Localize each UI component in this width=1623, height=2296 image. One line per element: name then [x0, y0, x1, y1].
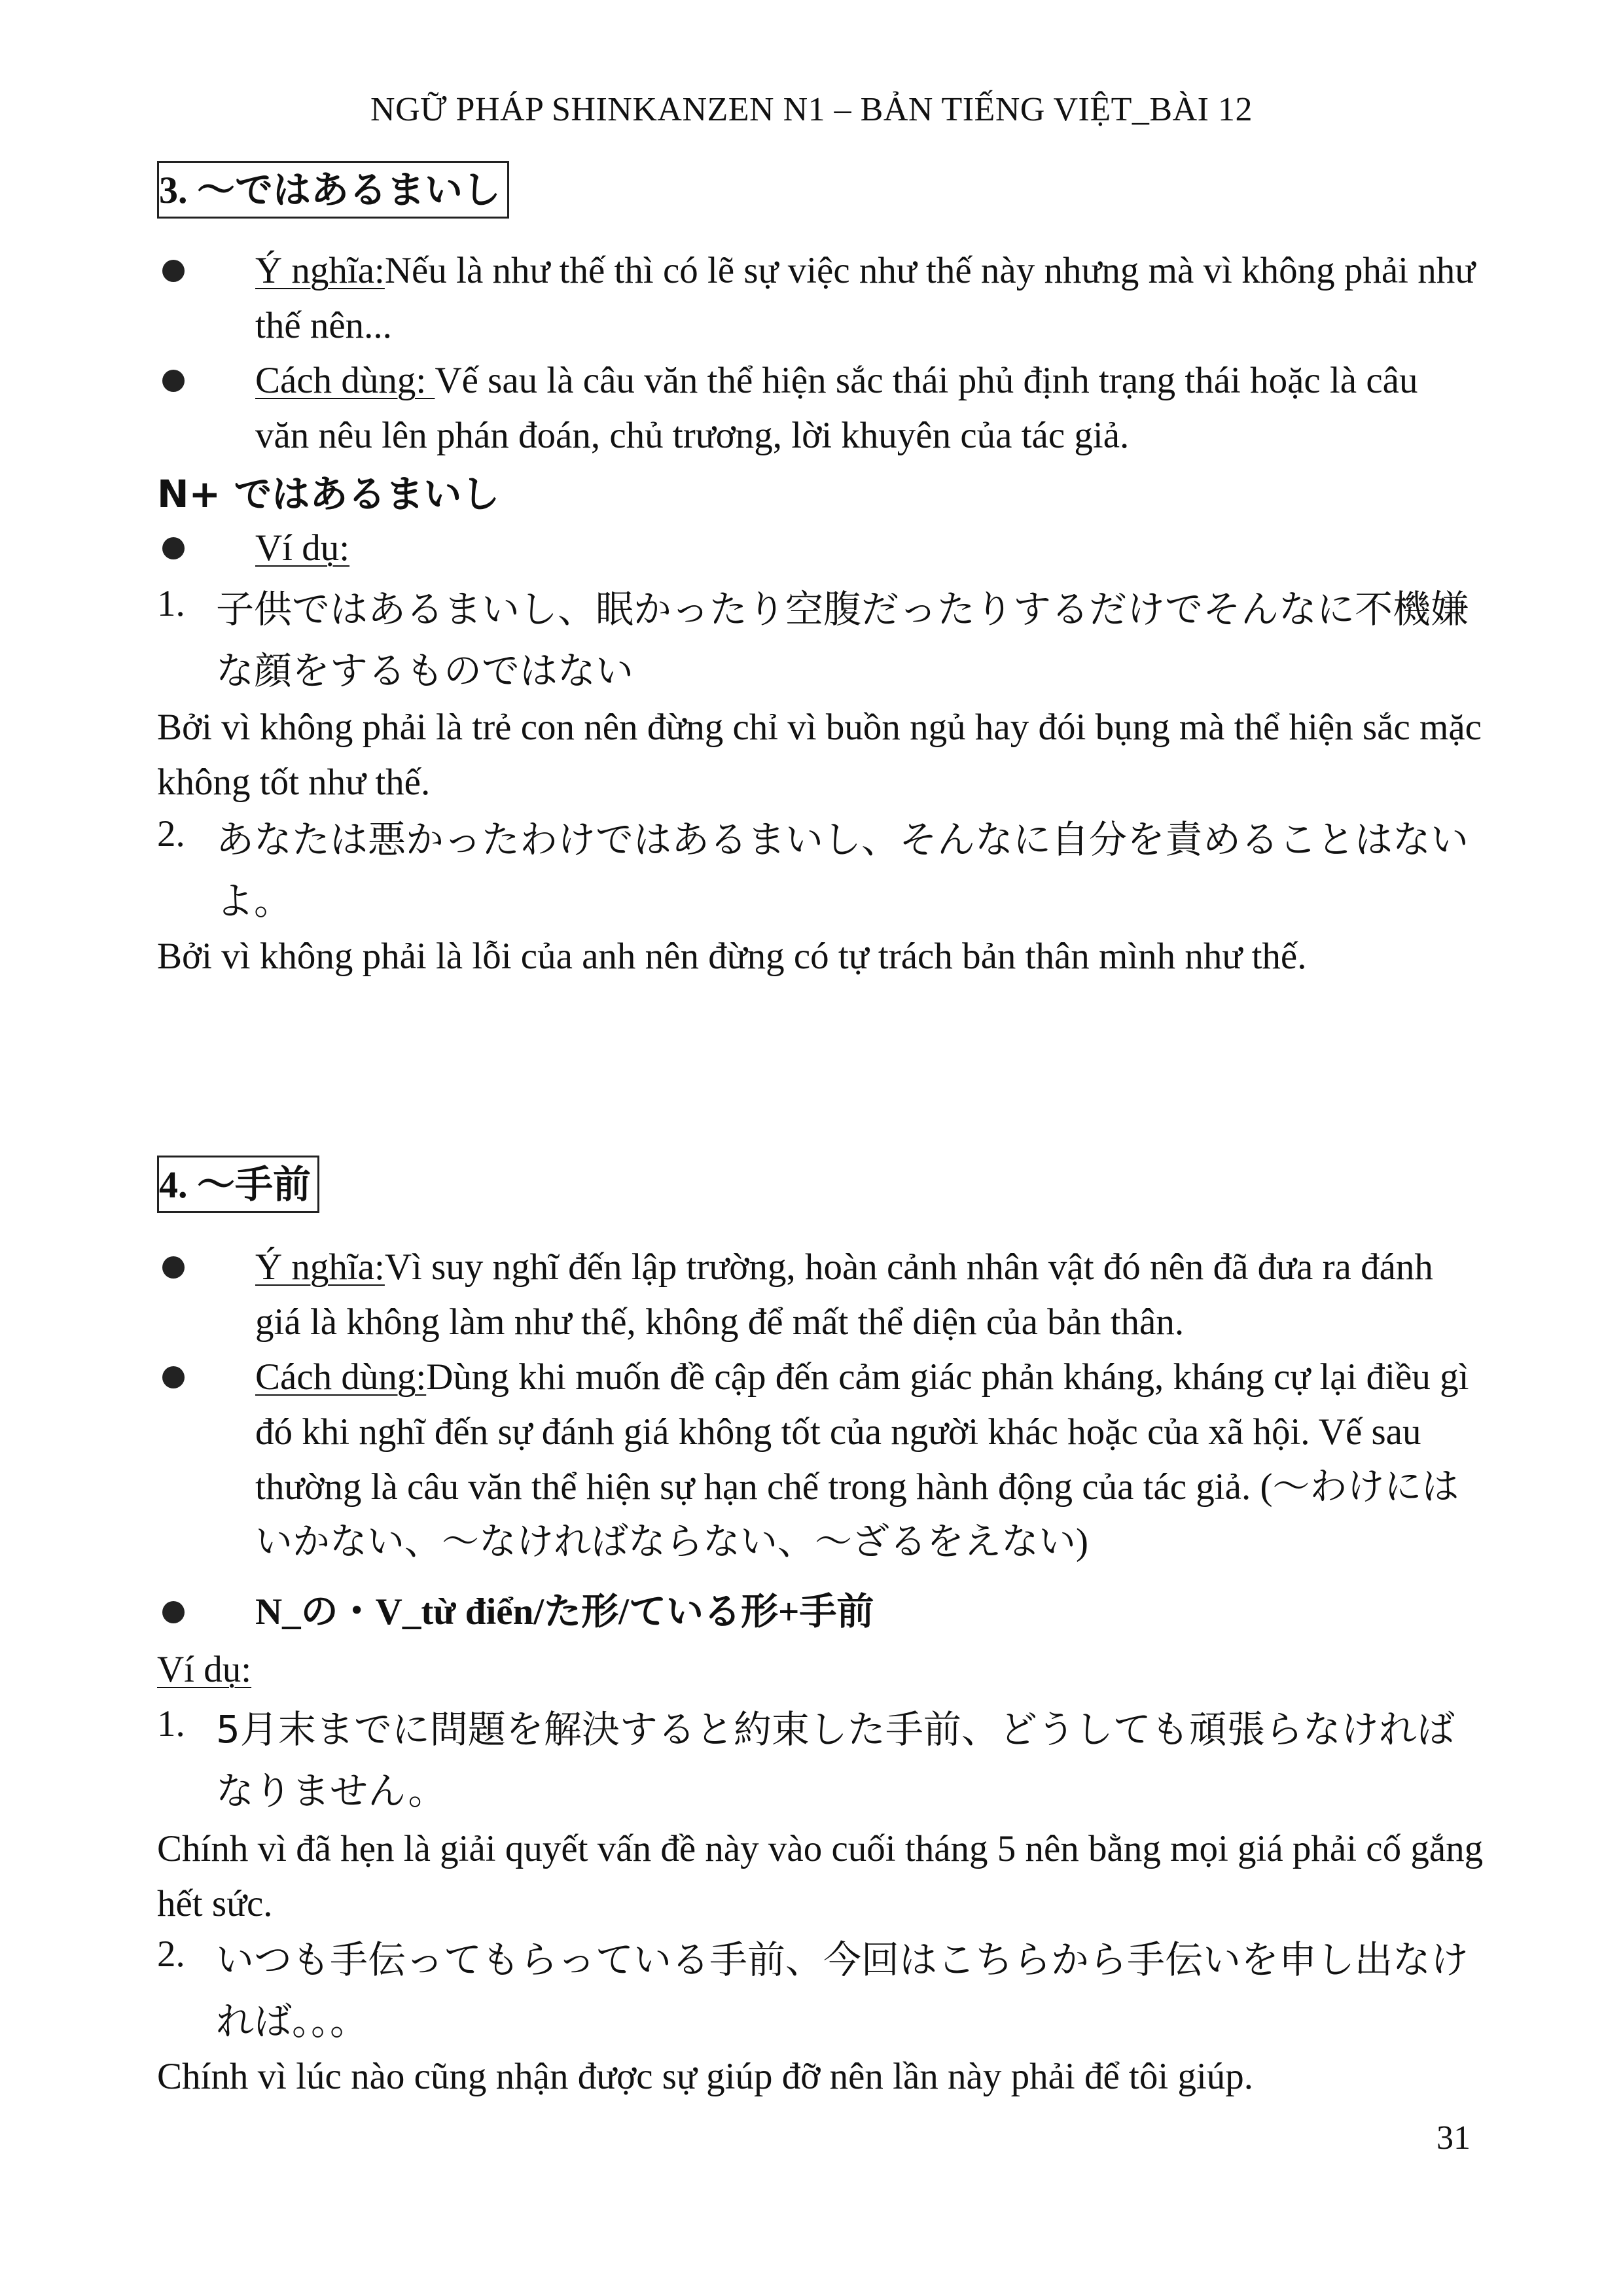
section-3-example-2 — [157, 809, 1492, 932]
example-number: 1. — [157, 583, 185, 624]
bullet-icon — [162, 1601, 185, 1623]
section-4-example-2 — [157, 1929, 1492, 2052]
usage-text: Dùng khi muốn đề cập đến cảm giác phản kháng, kháng cự lại điều gì đó khi nghĩ đến sự đánh giá không tốt của người khác hoặc của xã hội. Vế sau thường là câu văn thể hiện sự hạn chế trong hành động của tác giả. (～わけにはいかない、～なければならない、～ざるをえない) — [255, 1356, 1469, 1563]
page-number: 31 — [1436, 2119, 1471, 2157]
example-number: 2. — [157, 813, 185, 855]
example-japanese: 5月末までに問題を解決すると約束した手前、どうしても頑張らなければなりません。 — [216, 1707, 1455, 1813]
section-4-number: 4. — [159, 1163, 188, 1206]
section-3-examples-label: Ví dụ: — [157, 521, 1479, 576]
meaning-label: Ý nghĩa: — [255, 1246, 385, 1288]
meaning-label: Ý nghĩa: — [255, 250, 385, 291]
section-3-formula: N+ ではあるまいし — [157, 472, 500, 516]
section-3-pattern: ～ではあるまいし — [197, 168, 501, 212]
section-4-meaning — [157, 1240, 1479, 1350]
bullet-icon — [162, 370, 185, 392]
usage-label: Cách dùng: — [255, 1356, 427, 1398]
section-3-number: 3. — [159, 169, 188, 211]
example-japanese: いつも手伝ってもらっている手前、今回はこちらから手伝いを申し出なければ。。。 — [216, 1937, 1469, 2043]
section-4-example-1-translation: Chính vì đã hẹn là giải quyết vấn đề này vào cuối tháng 5 nên bằng mọi giá phải cố gắng hết sức. — [157, 1828, 1484, 1924]
bullet-icon — [162, 1366, 185, 1388]
section-3-usage — [157, 353, 1479, 463]
section-4-formula: N_の・V_từ điển/た形/ている形+手前 — [157, 1585, 1479, 1640]
section-4-examples-label: Ví dụ: — [157, 1649, 252, 1690]
section-3-meaning — [157, 243, 1479, 353]
section-3-example-2-translation: Bởi vì không phải là lỗi của anh nên đừng có tự trách bản thân mình như thế. — [157, 936, 1307, 977]
meaning-text: Vì suy nghĩ đến lập trường, hoàn cảnh nhân vật đó nên đã đưa ra đánh giá là không làm như thế, không để mất thể diện của bản thân. — [255, 1246, 1433, 1343]
bullet-icon — [162, 1256, 185, 1279]
page-header: NGỮ PHÁP SHINKANZEN N1 – BẢN TIẾNG VIỆT_BÀI 12 — [370, 91, 1253, 128]
example-number: 1. — [157, 1703, 185, 1744]
section-3-example-1-translation: Bởi vì không phải là trẻ con nên đừng chỉ vì buồn ngủ hay đói bụng mà thể hiện sắc mặc không tốt như thế. — [157, 707, 1482, 803]
section-4-example-1 — [157, 1699, 1492, 1822]
section-3-example-1 — [157, 578, 1492, 701]
section-3-title — [157, 161, 509, 219]
section-4-title — [157, 1156, 319, 1213]
bullet-icon — [162, 537, 185, 559]
example-japanese: あなたは悪かったわけではあるまいし、そんなに自分を責めることはないよ。 — [216, 817, 1469, 923]
usage-text: Vế sau là câu văn thể hiện sắc thái phủ định trạng thái hoặc là câu văn nêu lên phán đoán, chủ trương, lời khuyên của tác giả. — [255, 360, 1418, 456]
bullet-icon — [162, 260, 185, 282]
example-number: 2. — [157, 1934, 185, 1975]
section-4-pattern: ～手前 — [197, 1162, 312, 1207]
section-4-example-2-translation: Chính vì lúc nào cũng nhận được sự giúp đỡ nên lần này phải để tôi giúp. — [157, 2056, 1254, 2097]
section-4-usage — [157, 1350, 1479, 1570]
usage-label: Cách dùng: — [255, 360, 435, 401]
meaning-text: Nếu là như thế thì có lẽ sự việc như thế này nhưng mà vì không phải như thế nên... — [255, 250, 1476, 346]
example-japanese: 子供ではあるまいし、眠かったり空腹だったりするだけでそんなに不機嫌な顔をするものではない — [216, 587, 1469, 693]
